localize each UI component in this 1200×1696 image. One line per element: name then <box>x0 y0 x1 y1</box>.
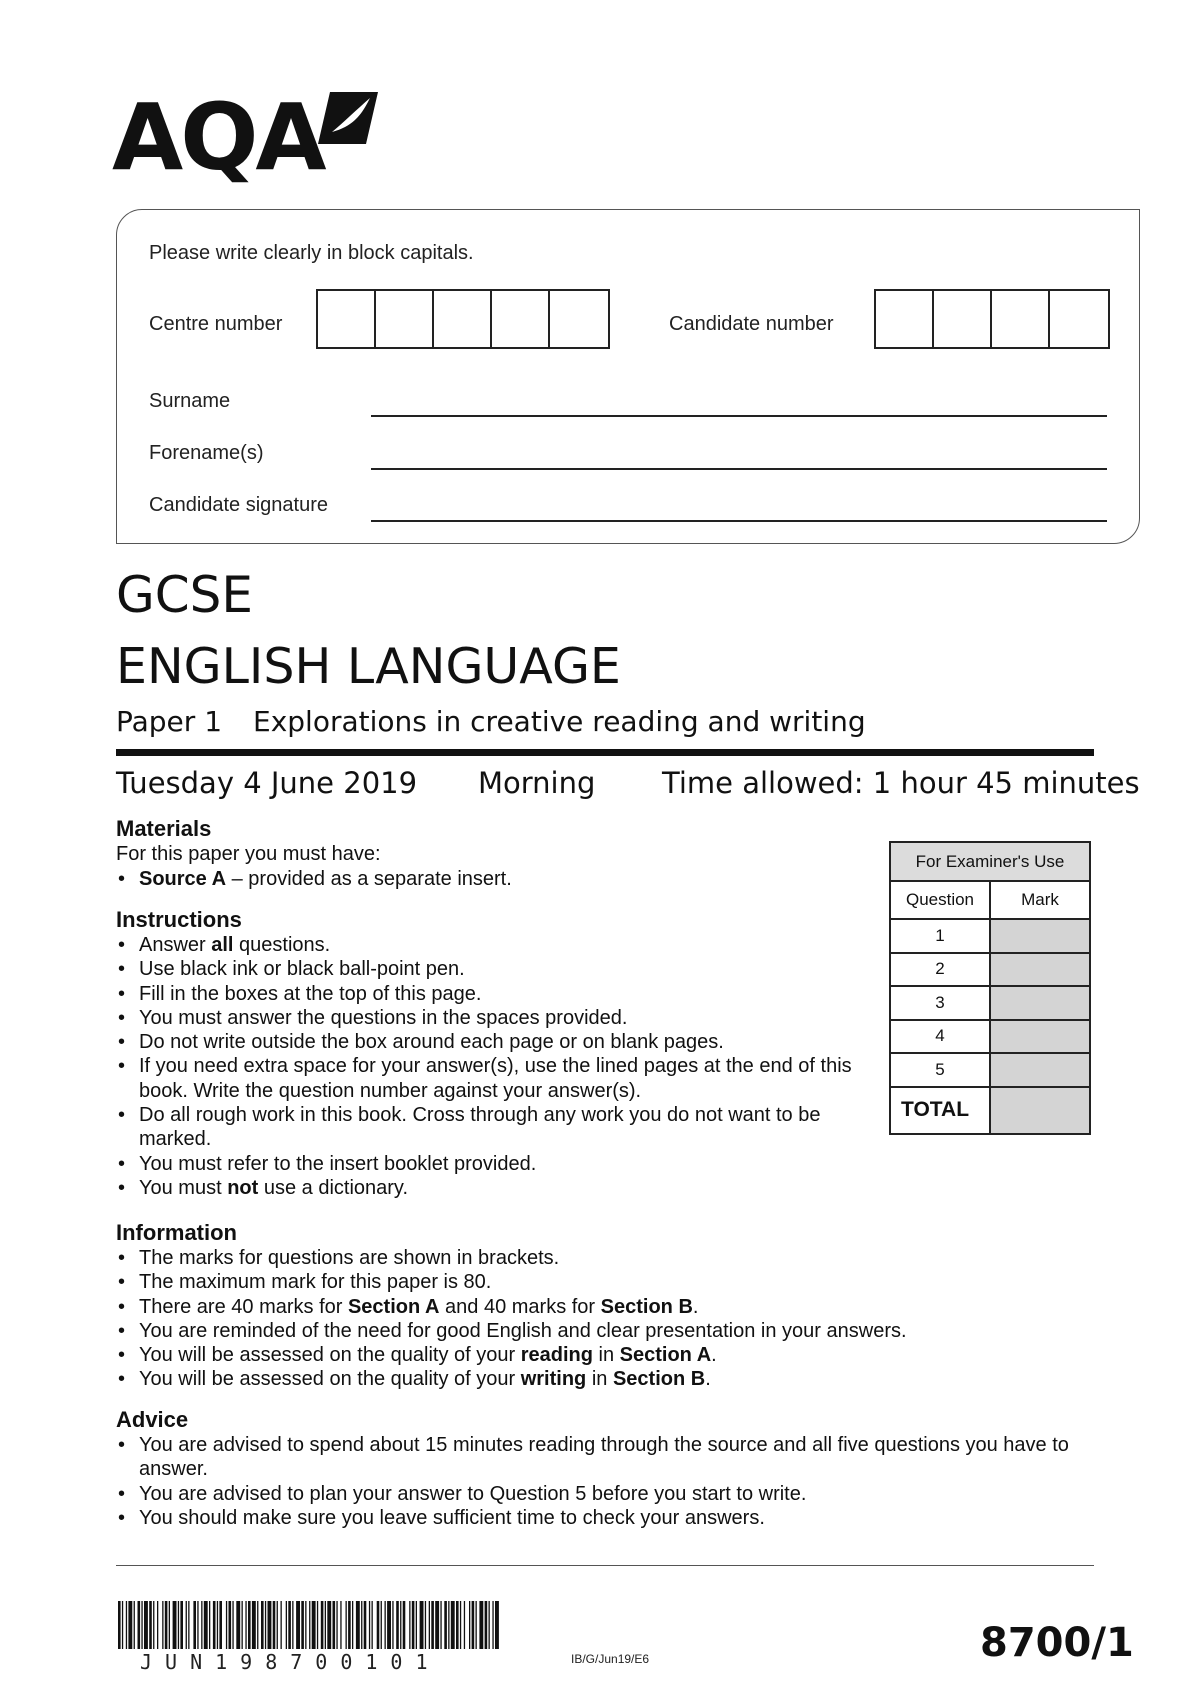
barcode-bar <box>440 1601 441 1649</box>
list-item: • The maximum mark for this paper is 80. <box>116 1270 1096 1294</box>
barcode-bar <box>372 1601 373 1649</box>
materials-heading: Materials <box>116 816 212 841</box>
question-column-header: Question <box>891 882 991 918</box>
list-item: • The marks for questions are shown in brackets. <box>116 1246 1096 1270</box>
logo-leaf-icon <box>318 92 378 148</box>
list-item: • Fill in the boxes at the top of this page. <box>116 982 866 1006</box>
candidate-number-boxes[interactable] <box>874 289 1110 349</box>
barcode-bar <box>245 1601 246 1649</box>
barcode-bar <box>209 1601 210 1649</box>
specification-code: 8700/1 <box>980 1620 1134 1666</box>
question-number: 2 <box>891 954 991 986</box>
candidate-details-panel <box>116 209 1140 544</box>
barcode-bar <box>327 1601 331 1649</box>
barcode-bar <box>141 1601 142 1649</box>
candidate-number-digit-box[interactable] <box>876 291 934 347</box>
barcode-bar <box>128 1601 132 1649</box>
barcode-bar <box>469 1601 470 1649</box>
barcode-bar <box>392 1601 393 1649</box>
exam-date: Tuesday 4 June 2019 <box>116 766 418 800</box>
list-item: • You must not use a dictionary. <box>116 1176 866 1200</box>
barcode-bar <box>377 1601 380 1649</box>
list-item: • Do all rough work in this book. Cross through any work you do not want to be marked. <box>116 1103 866 1152</box>
barcode-bar <box>309 1601 310 1649</box>
barcode-bar <box>495 1601 499 1649</box>
barcode-bar <box>348 1601 351 1649</box>
total-mark-cell <box>991 1088 1089 1133</box>
barcode-bar <box>292 1601 293 1649</box>
barcode-bar <box>416 1601 417 1649</box>
advice-heading: Advice <box>116 1407 189 1432</box>
barcode-bar <box>204 1601 208 1649</box>
list-item: • You will be assessed on the quality of your reading in Section A. <box>116 1343 1096 1367</box>
barcode-icon <box>118 1601 500 1649</box>
aqa-logo <box>112 84 382 191</box>
barcode-bar <box>369 1601 370 1649</box>
information-list <box>116 1246 1096 1392</box>
barcode-bar <box>460 1601 461 1649</box>
list-item: • There are 40 marks for Section A and 40 marks for Section B. <box>116 1295 1096 1319</box>
barcode-bar <box>236 1601 240 1649</box>
barcode-bar <box>217 1601 218 1649</box>
centre-number-digit-box[interactable] <box>550 291 608 347</box>
barcode-bar <box>173 1601 177 1649</box>
barcode-bar <box>435 1601 439 1649</box>
barcode-bar <box>162 1601 163 1649</box>
total-row <box>891 1088 1089 1133</box>
signature-line[interactable] <box>371 520 1107 522</box>
barcode-bar <box>317 1601 318 1649</box>
barcode-bar <box>472 1601 475 1649</box>
candidate-number-digit-box[interactable] <box>992 291 1050 347</box>
instructions-list <box>116 933 866 1200</box>
barcode-bar <box>312 1601 316 1649</box>
table-row <box>891 987 1089 1021</box>
barcode-bar <box>281 1601 282 1649</box>
barcode-bar <box>226 1601 227 1649</box>
list-item: • You are advised to spend about 15 minutes reading through the source and all five questions you have to answer. <box>116 1433 1076 1482</box>
question-number: 3 <box>891 987 991 1019</box>
forename-label: Forename(s) <box>149 442 264 464</box>
mark-cell <box>991 954 1089 986</box>
barcode-bar <box>301 1601 304 1649</box>
candidate-number-label: Candidate number <box>669 313 834 335</box>
examiners-use-table <box>889 841 1091 1135</box>
centre-number-digit-box[interactable] <box>434 291 492 347</box>
list-item: • You must refer to the insert booklet provided. <box>116 1152 866 1176</box>
list-item: • You are reminded of the need for good English and clear presentation in your answers. <box>116 1319 1096 1343</box>
centre-number-label: Centre number <box>149 313 283 335</box>
question-number: 4 <box>891 1021 991 1053</box>
barcode-bar <box>261 1601 264 1649</box>
barcode-bar <box>144 1601 148 1649</box>
barcode-bar <box>429 1601 430 1649</box>
instructions-heading: Instructions <box>116 907 242 932</box>
barcode-bar <box>396 1601 399 1649</box>
barcode-bar <box>229 1601 232 1649</box>
exam-session: Morning <box>478 766 596 800</box>
barcode-bar <box>288 1601 291 1649</box>
materials-intro: For this paper you must have: <box>116 843 381 865</box>
centre-number-digit-box[interactable] <box>492 291 550 347</box>
footer-divider <box>116 1565 1094 1566</box>
materials-list <box>116 867 876 891</box>
mark-cell <box>991 1021 1089 1053</box>
barcode-bar <box>346 1601 347 1649</box>
barcode-bar <box>381 1601 382 1649</box>
barcode-bar <box>122 1601 123 1649</box>
mark-cell <box>991 920 1089 952</box>
question-number: 5 <box>891 1054 991 1086</box>
logo-wordmark: AQA <box>112 84 324 191</box>
list-item: • If you need extra space for your answer(s), use the lined pages at the end of this book. Write the question number against your answer(s). <box>116 1054 866 1103</box>
barcode-bar <box>385 1601 386 1649</box>
table-row <box>891 1054 1089 1088</box>
title-divider <box>116 749 1094 756</box>
table-row <box>891 1021 1089 1055</box>
examiners-use-title: For Examiner's Use <box>891 843 1089 882</box>
barcode-bar <box>333 1601 336 1649</box>
barcode-bar <box>464 1601 465 1649</box>
barcode-bar <box>336 1601 337 1649</box>
barcode-bar <box>180 1601 183 1649</box>
barcode-bar <box>265 1601 266 1649</box>
advice-list <box>116 1433 1076 1530</box>
barcode-bar <box>232 1601 233 1649</box>
list-item: • Do not write outside the box around each page or on blank pages. <box>116 1030 866 1054</box>
barcode-bar <box>286 1601 287 1649</box>
barcode-bar <box>178 1601 179 1649</box>
barcode-bar <box>400 1601 401 1649</box>
table-row <box>891 954 1089 988</box>
barcode-bar <box>252 1601 256 1649</box>
barcode-bar <box>273 1601 276 1649</box>
barcode-bar <box>356 1601 360 1649</box>
barcode-bar <box>242 1601 243 1649</box>
barcode-bar <box>476 1601 477 1649</box>
surname-label: Surname <box>149 390 231 412</box>
centre-number-digit-box[interactable] <box>376 291 434 347</box>
time-allowed: Time allowed: 1 hour 45 minutes <box>662 766 1140 800</box>
barcode-bar <box>138 1601 141 1649</box>
barcode-bar <box>201 1601 202 1649</box>
barcode-bar <box>257 1601 258 1649</box>
barcode-bar <box>149 1601 152 1649</box>
barcode-bar <box>118 1601 121 1649</box>
barcode-bar <box>431 1601 434 1649</box>
barcode-bar <box>186 1601 187 1649</box>
barcode-bar <box>387 1601 391 1649</box>
list-item: • You will be assessed on the quality of your writing in Section B. <box>116 1367 1096 1391</box>
barcode-bar <box>451 1601 455 1649</box>
barcode-bar <box>352 1601 353 1649</box>
table-header-row <box>891 882 1089 920</box>
list-item: • Answer all questions. <box>116 933 866 957</box>
centre-number-boxes[interactable] <box>316 289 610 349</box>
barcode-bar <box>188 1601 189 1649</box>
list-item: • You are advised to plan your answer to Question 5 before you start to write. <box>116 1482 1076 1506</box>
barcode-bar <box>420 1601 424 1649</box>
block-capitals-instruction: Please write clearly in block capitals. <box>149 242 474 264</box>
barcode-bar <box>153 1601 154 1649</box>
barcode-bar <box>456 1601 459 1649</box>
barcode-bar <box>197 1601 198 1649</box>
barcode-bar <box>277 1601 278 1649</box>
barcode-bar <box>126 1601 127 1649</box>
barcode-bar <box>305 1601 306 1649</box>
information-heading: Information <box>116 1220 237 1245</box>
barcode-bar <box>479 1601 483 1649</box>
qualification-title: GCSE <box>116 566 253 624</box>
paper-title: Explorations in creative reading and writing <box>253 705 866 738</box>
print-reference: IB/G/Jun19/E6 <box>571 1652 650 1666</box>
total-label: TOTAL <box>891 1088 991 1133</box>
barcode-bar <box>134 1601 135 1649</box>
paper-number: Paper 1 <box>116 705 223 738</box>
barcode-bar <box>193 1601 196 1649</box>
list-item: • You must answer the questions in the spaces provided. <box>116 1006 866 1030</box>
barcode-bar <box>296 1601 300 1649</box>
subject-title: ENGLISH LANGUAGE <box>116 638 621 695</box>
table-row <box>891 920 1089 954</box>
barcode-bar <box>409 1601 410 1649</box>
barcode-bar <box>213 1601 216 1649</box>
forename-line[interactable] <box>371 468 1107 470</box>
barcode-bar <box>492 1601 493 1649</box>
barcode-bar <box>325 1601 326 1649</box>
barcode-bar <box>425 1601 426 1649</box>
barcode-number: JUN198700101 <box>140 1650 441 1674</box>
barcode-bar <box>268 1601 272 1649</box>
list-item: • Source A – provided as a separate insert. <box>116 867 876 891</box>
barcode-bar <box>364 1601 367 1649</box>
barcode-bar <box>340 1601 341 1649</box>
barcode-bar <box>157 1601 158 1649</box>
barcode-bar <box>444 1601 447 1649</box>
surname-line[interactable] <box>371 415 1107 417</box>
barcode-bar <box>485 1601 488 1649</box>
question-number: 1 <box>891 920 991 952</box>
barcode-bar <box>219 1601 222 1649</box>
barcode-bar <box>361 1601 362 1649</box>
barcode-bar <box>169 1601 170 1649</box>
barcode-bar <box>321 1601 324 1649</box>
mark-cell <box>991 1054 1089 1086</box>
barcode-bar <box>448 1601 449 1649</box>
mark-cell <box>991 987 1089 1019</box>
candidate-number-digit-box[interactable] <box>934 291 992 347</box>
barcode-bar <box>403 1601 406 1649</box>
barcode-bar <box>165 1601 168 1649</box>
centre-number-digit-box[interactable] <box>318 291 376 347</box>
list-item: • Use black ink or black ball-point pen. <box>116 957 866 981</box>
candidate-number-digit-box[interactable] <box>1050 291 1108 347</box>
signature-label: Candidate signature <box>149 494 329 516</box>
list-item: • You should make sure you leave sufficient time to check your answers. <box>116 1506 1076 1530</box>
barcode-bar <box>248 1601 251 1649</box>
mark-column-header: Mark <box>1021 890 1059 909</box>
barcode-bar <box>412 1601 415 1649</box>
barcode-bar <box>489 1601 490 1649</box>
